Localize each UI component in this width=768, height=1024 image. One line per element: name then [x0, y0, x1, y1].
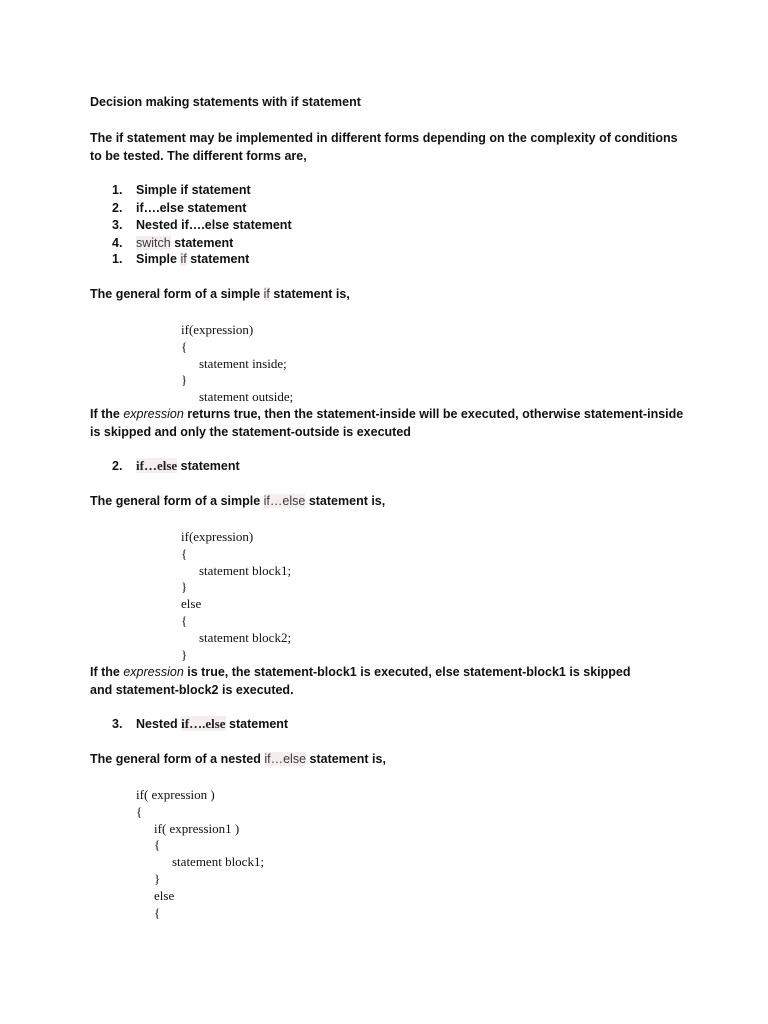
code-line: if(expression): [181, 529, 254, 544]
code-line: {: [181, 545, 188, 561]
page-heading: Decision making statements with if statement: [90, 95, 361, 109]
code-line: if(expression): [181, 322, 254, 337]
section-2-heading: 2. if…else statement: [112, 458, 240, 473]
section-3-heading: 3. Nested if….else statement: [112, 716, 289, 731]
section-1-heading: 1. Simple if statement: [112, 252, 250, 266]
section-2-explanation: If the expression is true, the statement-block1 is executed, else statement-block1 is skipped and statement-block2 is executed.: [90, 665, 631, 697]
code-line: {: [154, 837, 161, 853]
code-line: if( expression1 ): [154, 820, 240, 836]
code-line: }: [181, 646, 188, 662]
forms-list: [112, 182, 292, 252]
code-line: statement outside;: [199, 389, 294, 405]
list-item: 3. Nested if….else statement: [112, 218, 292, 232]
code-line: statement inside;: [199, 355, 287, 371]
code-block-if-else: [181, 529, 291, 663]
code-line: {: [181, 338, 188, 354]
code-block-nested-if-else: [136, 787, 264, 921]
code-line: else: [154, 887, 175, 903]
list-item: 4. switch statement: [112, 235, 234, 250]
code-line: }: [181, 372, 188, 388]
list-item: 1. Simple if statement: [112, 183, 251, 197]
code-line: if( expression ): [136, 787, 215, 802]
section-1-lead: The general form of a simple if statement is,: [90, 287, 350, 301]
code-line: {: [181, 612, 188, 628]
intro-paragraph: The if statement may be implemented in different forms depending on the complexity of conditions to be tested. The different forms are,: [90, 131, 678, 163]
section-2-lead: The general form of a simple if…else statement is,: [90, 494, 386, 508]
code-line: }: [154, 870, 161, 886]
list-item: 2. if….else statement: [112, 200, 247, 215]
code-line: statement block1;: [172, 854, 265, 870]
code-line: {: [136, 803, 143, 819]
code-block-simple-if: [181, 322, 293, 406]
code-line: statement block1;: [199, 562, 292, 578]
code-line: statement block2;: [199, 629, 292, 645]
section-1-explanation: If the expression returns true, then the statement-inside will be executed, otherwise statement-inside is skipped and only the statement-outside is executed: [90, 407, 684, 439]
code-line: }: [181, 579, 188, 595]
code-line: else: [181, 596, 202, 612]
code-line: {: [154, 904, 161, 920]
section-3-lead: The general form of a nested if…else statement is,: [90, 752, 386, 766]
